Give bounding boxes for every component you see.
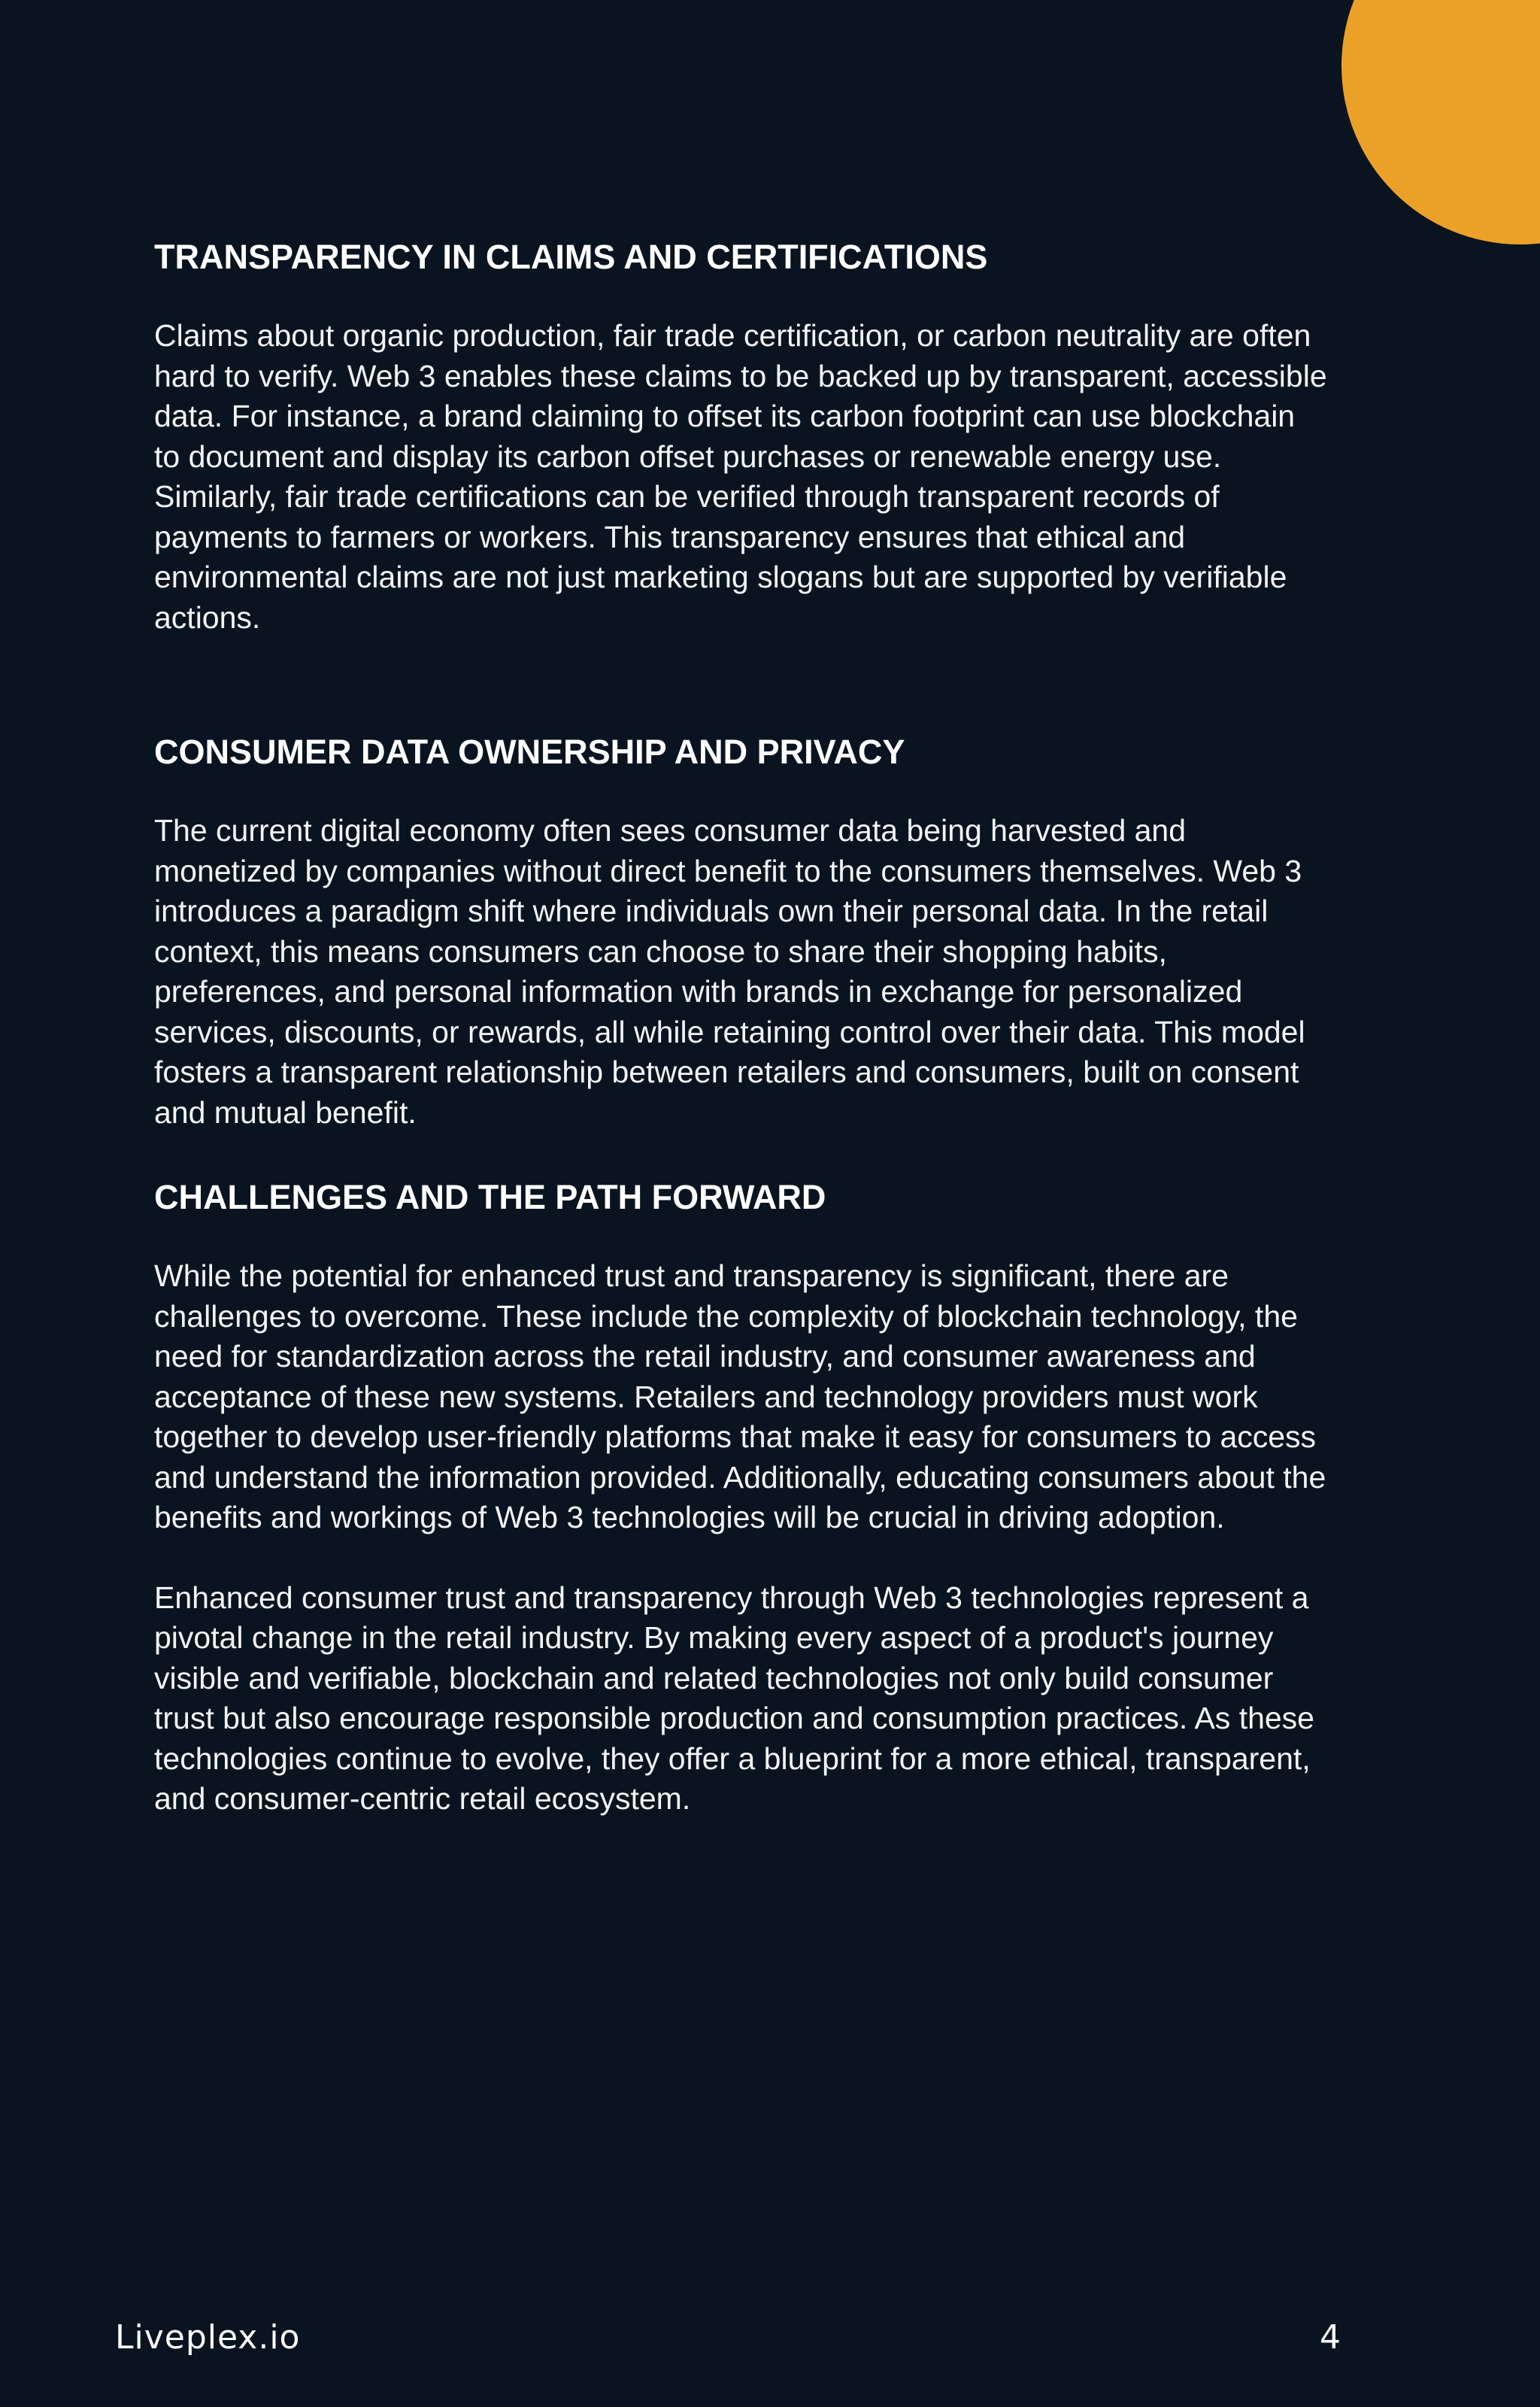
page-content [154, 233, 1327, 1820]
section-paragraph: Enhanced consumer trust and transparency through Web 3 technologies represent a pivotal change in the retail industry. By making every aspect of a product's journey visible and verifiable, blockchain and related technologies not only build consumer trust but also encourage responsible production and consumption practices. As these technologies continue to evolve, they offer a blueprint for a more ethical, transparent, and consumer-centric retail ecosystem. [154, 1580, 1314, 1816]
section-heading-consumer-data-ownership: CONSUMER DATA OWNERSHIP AND PRIVACY [154, 733, 905, 771]
section-paragraph: Claims about organic production, fair trade certification, or carbon neutrality are often hard to verify. Web 3 enables these claims to be backed up by transparent, accessible data. For instance, a brand claiming to offset its carbon footprint can use blockchain to document and display its carbon offset purchases or renewable energy use. Similarly, fair trade certifications can be verified through transparent records of payments to farmers or workers. This transparency ensures that ethical and environmental claims are not just marketing slogans but are supported by verifiable actions. [154, 318, 1327, 635]
section-heading-transparency-in-claims: TRANSPARENCY IN CLAIMS AND CERTIFICATIONS [154, 238, 988, 276]
decorative-orange-circle [1341, 0, 1540, 244]
section-paragraph: The current digital economy often sees consumer data being harvested and monetized by companies without direct benefit to the consumers themselves. Web 3 introduces a paradigm shift where individuals own their personal data. In the retail context, this means consumers can choose to share their shopping habits, preferences, and personal information with brands in exchange for personalized services, discounts, or rewards, all while retaining control over their data. This model fosters a transparent relationship between retailers and consumers, built on consent and mutual benefit. [154, 813, 1305, 1130]
section-paragraph: While the potential for enhanced trust and transparency is significant, there are challenges to overcome. These include the complexity of blockchain technology, the need for standardization across the retail industry, and consumer awareness and acceptance of these new systems. Retailers and technology providers must work together to develop user-friendly platforms that make it easy for consumers to access and understand the information provided. Additionally, educating consumers about the benefits and workings of Web 3 technologies will be crucial in driving adoption. [154, 1258, 1326, 1534]
section-heading-challenges-path-forward: CHALLENGES AND THE PATH FORWARD [154, 1178, 826, 1216]
footer-brand: Liveplex.io [115, 2318, 301, 2357]
page-number: 4 [1320, 2318, 1341, 2357]
